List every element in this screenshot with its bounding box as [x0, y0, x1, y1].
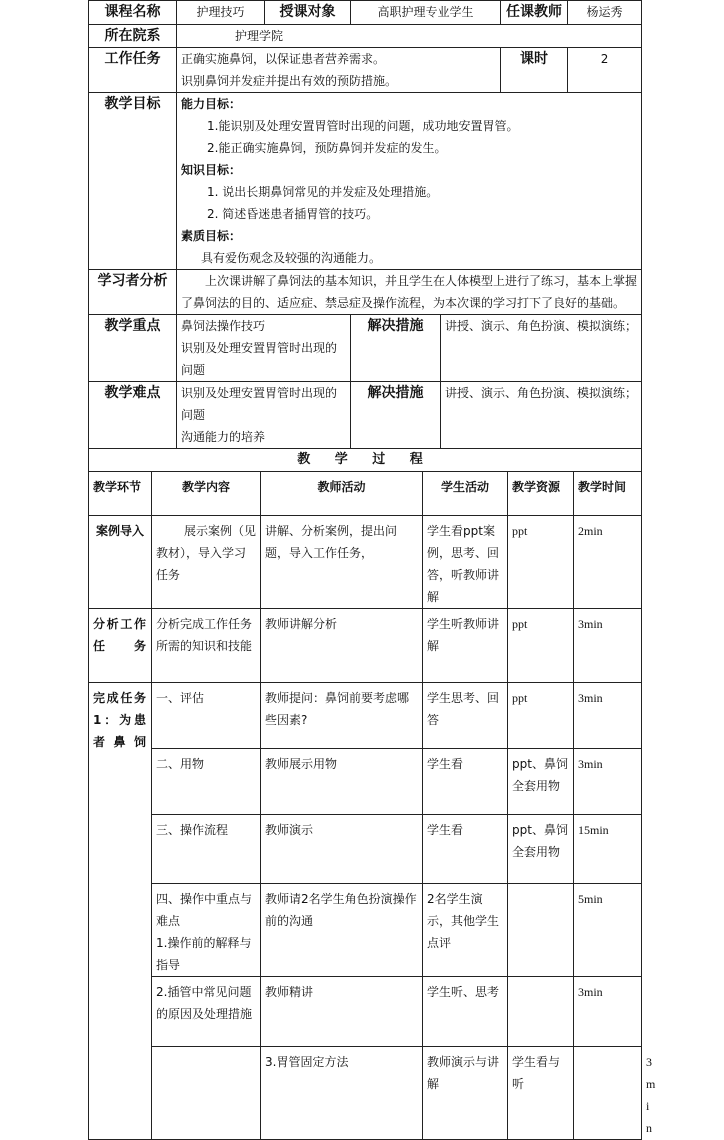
task-line: 正确实施鼻饲，以保证患者营养需求。: [181, 52, 386, 66]
teacher-cell: 教师讲解分析: [261, 609, 423, 683]
difficulty-line: 识别及处理安置胃管时出现的问题: [181, 386, 338, 422]
lesson-plan-document: [88, 0, 656, 1140]
time-cell: 2min: [574, 516, 642, 609]
knowledge-title: 知识目标：: [181, 163, 242, 177]
objectives-label: 教学目标: [89, 93, 177, 270]
audience-value: 高职护理专业学生: [351, 1, 501, 25]
knowledge-item: 2. 简述昏迷患者插胃管的技巧。: [207, 207, 379, 221]
table-row: 3.胃管固定方法 教师演示与讲解 学生看与听 3min: [89, 1047, 642, 1140]
student-cell: 学生看: [423, 749, 508, 815]
learner-text: 上次课讲解了鼻饲法的基本知识，并且学生在人体模型上进行了练习，基本上掌握了鼻饲法的目的、适应症、禁忌症及操作流程，为本次课的学习打下了良好的基础。: [177, 270, 642, 315]
lesson-info-table: [88, 0, 642, 449]
resource-cell: [574, 1047, 642, 1140]
teacher-cell: 教师提问：鼻饲前要考虑哪些因素?: [261, 683, 423, 749]
student-cell: 学生思考、回答: [423, 683, 508, 749]
content-cell: 一、评估: [152, 683, 261, 749]
column-header: 教学资源: [508, 472, 574, 516]
task-label: 工作任务: [89, 48, 177, 93]
table-row: [89, 516, 642, 609]
time-cell: 15min: [574, 815, 642, 884]
teacher-cell: 教师展示用物: [261, 749, 423, 815]
resource-cell: ppt、鼻饲全套用物: [508, 749, 574, 815]
difficulty-measure-value: 讲授、演示、角色扮演、模拟演练；: [441, 382, 642, 449]
course-label: 课程名称: [89, 1, 177, 25]
student-cell: 学生看ppt案例，思考、回答，听教师讲解: [423, 516, 508, 609]
task-line: 识别鼻饲并发症并提出有效的预防措施。: [181, 74, 398, 88]
dept-value: 护理学院: [177, 25, 642, 48]
content-cell: 四、操作中重点与难点 1.操作前的解释与指导: [152, 884, 261, 977]
resource-cell: ppt: [508, 516, 574, 609]
task-content: [177, 48, 501, 93]
table-row: [89, 815, 642, 884]
ability-item: 1.能识别及处理安置胃管时出现的问题，成功地安置胃管。: [207, 119, 519, 133]
resource-cell: [508, 977, 574, 1047]
objectives-content: [177, 93, 642, 270]
stage-cell: 分析工作任务: [89, 609, 152, 683]
difficulties-label: 教学难点: [89, 382, 177, 449]
teacher-cell: 教师精讲: [261, 977, 423, 1047]
column-header: 教学环节: [89, 472, 152, 516]
column-header: 教学时间: [574, 472, 642, 516]
learner-label: 学习者分析: [89, 270, 177, 315]
key-measure-label: 解决措施: [351, 315, 441, 382]
quality-title: 素质目标：: [181, 229, 242, 243]
hours-value: 2: [568, 48, 642, 93]
column-header: 教学内容: [152, 472, 261, 516]
time-cell: 3min: [574, 749, 642, 815]
dept-label: 所在院系: [89, 25, 177, 48]
key-measure-value: 讲授、演示、角色扮演、模拟演练；: [441, 315, 642, 382]
teacher-cell: 教师演示: [261, 815, 423, 884]
content-cell: 3.胃管固定方法: [261, 1047, 423, 1140]
table-row: [89, 884, 642, 977]
content-cell: 三、操作流程: [152, 815, 261, 884]
stage-cell: [152, 1047, 261, 1140]
resource-cell: ppt: [508, 683, 574, 749]
difficulty-measure-label: 解决措施: [351, 382, 441, 449]
difficulties-content: [177, 382, 351, 449]
content-cell: 展示案例（见教材），导入学习任务: [152, 516, 261, 609]
process-title: 教 学 过 程: [89, 449, 642, 472]
key-points-label: 教学重点: [89, 315, 177, 382]
teacher-cell: 讲解、分析案例，提出问题，导入工作任务，: [261, 516, 423, 609]
student-cell: 2名学生演示，其他学生点评: [423, 884, 508, 977]
knowledge-item: 1. 说出长期鼻饲常见的并发症及处理措施。: [207, 185, 439, 199]
difficulty-line: 沟通能力的培养: [181, 430, 266, 444]
stage-cell: 案例导入: [89, 516, 152, 609]
teacher-value: 杨运秀: [568, 1, 642, 25]
content-cell: 分析完成工作任务所需的知识和技能: [152, 609, 261, 683]
teacher-cell: 教师请2名学生角色扮演操作前的沟通: [261, 884, 423, 977]
table-row: [89, 683, 642, 749]
content-cell: 2.插管中常见问题的原因及处理措施: [152, 977, 261, 1047]
content-cell: 二、用物: [152, 749, 261, 815]
time-cell: 3min: [574, 977, 642, 1047]
student-cell: 学生看: [423, 815, 508, 884]
table-row: [89, 609, 642, 683]
resource-cell: [508, 884, 574, 977]
teacher-label: 任课教师: [501, 1, 568, 25]
quality-item: 具有爱伤观念及较强的沟通能力。: [201, 251, 382, 265]
ability-item: 2.能正确实施鼻饲，预防鼻饲并发症的发生。: [207, 141, 447, 155]
key-point-line: 识别及处理安置胃管时出现的问题: [181, 341, 338, 377]
column-header: 教师活动: [261, 472, 423, 516]
time-cell: 3min: [574, 609, 642, 683]
audience-label: 授课对象: [265, 1, 351, 25]
teacher-cell: 教师演示与讲解: [423, 1047, 508, 1140]
teaching-process-table: [88, 448, 656, 1140]
student-cell: 学生看与听: [508, 1047, 574, 1140]
key-points-content: [177, 315, 351, 382]
hours-label: 课时: [501, 48, 568, 93]
student-cell: 学生听、思考: [423, 977, 508, 1047]
table-row: [89, 977, 642, 1047]
course-value: 护理技巧: [177, 1, 265, 25]
ability-title: 能力目标：: [181, 97, 242, 111]
key-point-line: 鼻饲法操作技巧: [181, 319, 266, 333]
time-cell: 3min: [574, 683, 642, 749]
resource-cell: ppt: [508, 609, 574, 683]
table-row: [89, 749, 642, 815]
student-cell: 学生听教师讲解: [423, 609, 508, 683]
stage-cell: 完成任务1：为患者鼻饲: [89, 683, 152, 1140]
time-cell: 5min: [574, 884, 642, 977]
resource-cell: ppt、鼻饲全套用物: [508, 815, 574, 884]
column-header: 学生活动: [423, 472, 508, 516]
